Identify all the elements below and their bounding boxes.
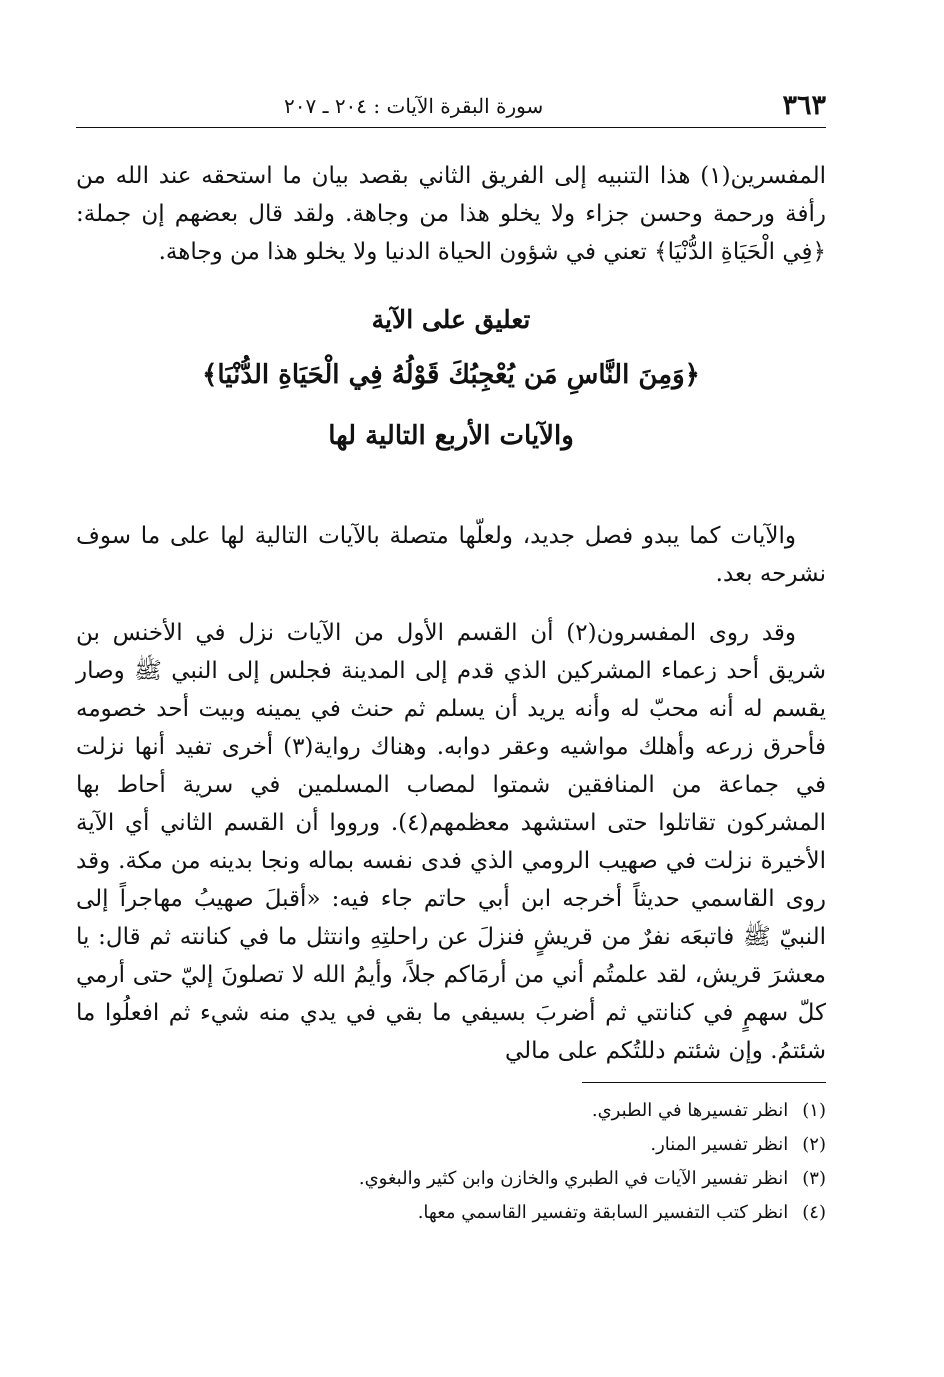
page-header bbox=[76, 86, 826, 126]
paragraph-2: والآيات كما يبدو فصل جديد، ولعلّها متصلة بالآيات التالية لها على ما سوف نشرحه بعد. bbox=[76, 523, 826, 587]
footnote-text: انظر تفسير الآيات في الطبري والخازن وابن كثير والبغوي. bbox=[358, 1168, 789, 1189]
footnote bbox=[76, 1094, 826, 1128]
header-divider bbox=[76, 127, 826, 128]
section-subheading: والآيات الأربع التالية لها bbox=[328, 421, 574, 451]
footnote-number: (١) bbox=[802, 1100, 826, 1121]
footnote-number: (٣) bbox=[802, 1168, 826, 1189]
footnote-text: انظر تفسيرها في الطبري. bbox=[591, 1100, 789, 1121]
paragraph-3: وقد روى المفسرون(٢) أن القسم الأول من الآيات نزل في الأخنس بن شريق أحد زعماء المشركين الذي قدم إلى المدينة فجلس إلى النبي ﷺ وصار يقسم له أنه محبّ له وأنه يريد أن يسلم ثم حنث في يمينه وبيت أحد خصومه فأحرق زرعه وأهلك مواشيه وعقر دوابه. وهناك رواية(٣) أخرى تفيد أنها نزلت في جماعة من المنافقين شمتوا لمصاب المسلمين في سرية أحاط بها المشركون تقاتلوا حتى استشهد معظمهم(٤). ورووا أن القسم الثاني أي الآية الأخيرة نزلت في صهيب الرومي الذي فدى نفسه بماله ونجا بدينه من مكة. وقد روى القاسمي حديثاً أخرجه ابن أبي حاتم جاء فيه: «أقبلَ صهيبُ مهاجراً إلى النبيّ ﷺ فاتبعَه نفرٌ من قريشٍ فنزلَ عن راحلتِهِ وانتثل ما في كنانته ثم قال: يا معشرَ قريش، لقد علمتُم أني من أرمَاكم جلاً، وأيمُ الله لا تصلونَ إليّ حتى أرمي كلّ سهمٍ في كنانتي ثم أضربَ بسيفي ما بقي في يدي منه شيء ثم افعلُوا ما شئتمُ. وإن شئتم دللتُكم على مالي bbox=[76, 620, 826, 1064]
running-title: سورة البقرة الآيات : ٢٠٤ ـ ٢٠٧ bbox=[284, 94, 544, 118]
footnote bbox=[76, 1162, 826, 1196]
footnote-text: انظر كتب التفسير السابقة وتفسير القاسمي معها. bbox=[417, 1202, 789, 1223]
footnote-divider bbox=[582, 1082, 826, 1083]
footnote-number: (٤) bbox=[802, 1202, 826, 1223]
footnote bbox=[76, 1196, 826, 1230]
footnote bbox=[76, 1128, 826, 1162]
section-heading: تعليق على الآية bbox=[371, 305, 531, 334]
footnotes bbox=[76, 1094, 826, 1230]
footnote-number: (٢) bbox=[802, 1134, 826, 1155]
footnote-text: انظر تفسير المنار. bbox=[650, 1134, 789, 1155]
page-number: ٣٦٣ bbox=[782, 90, 826, 121]
quranic-verse-heading: ﴿وَمِنَ النَّاسِ مَن يُعْجِبُكَ قَوْلُهُ فِي الْحَيَاةِ الدُّنْيَا﴾ bbox=[202, 360, 700, 390]
paragraph-1: المفسرين(١) هذا التنبيه إلى الفريق الثاني بقصد بيان ما استحقه عند الله من رأفة ورحمة وحسن جزاء ولا يخلو هذا من وجاهة. ولقد قال بعضهم إن جملة: ﴿فِي الْحَيَاةِ الدُّنْيَا﴾ تعني في شؤون الحياة الدنيا ولا يخلو هذا من وجاهة. bbox=[76, 163, 826, 265]
